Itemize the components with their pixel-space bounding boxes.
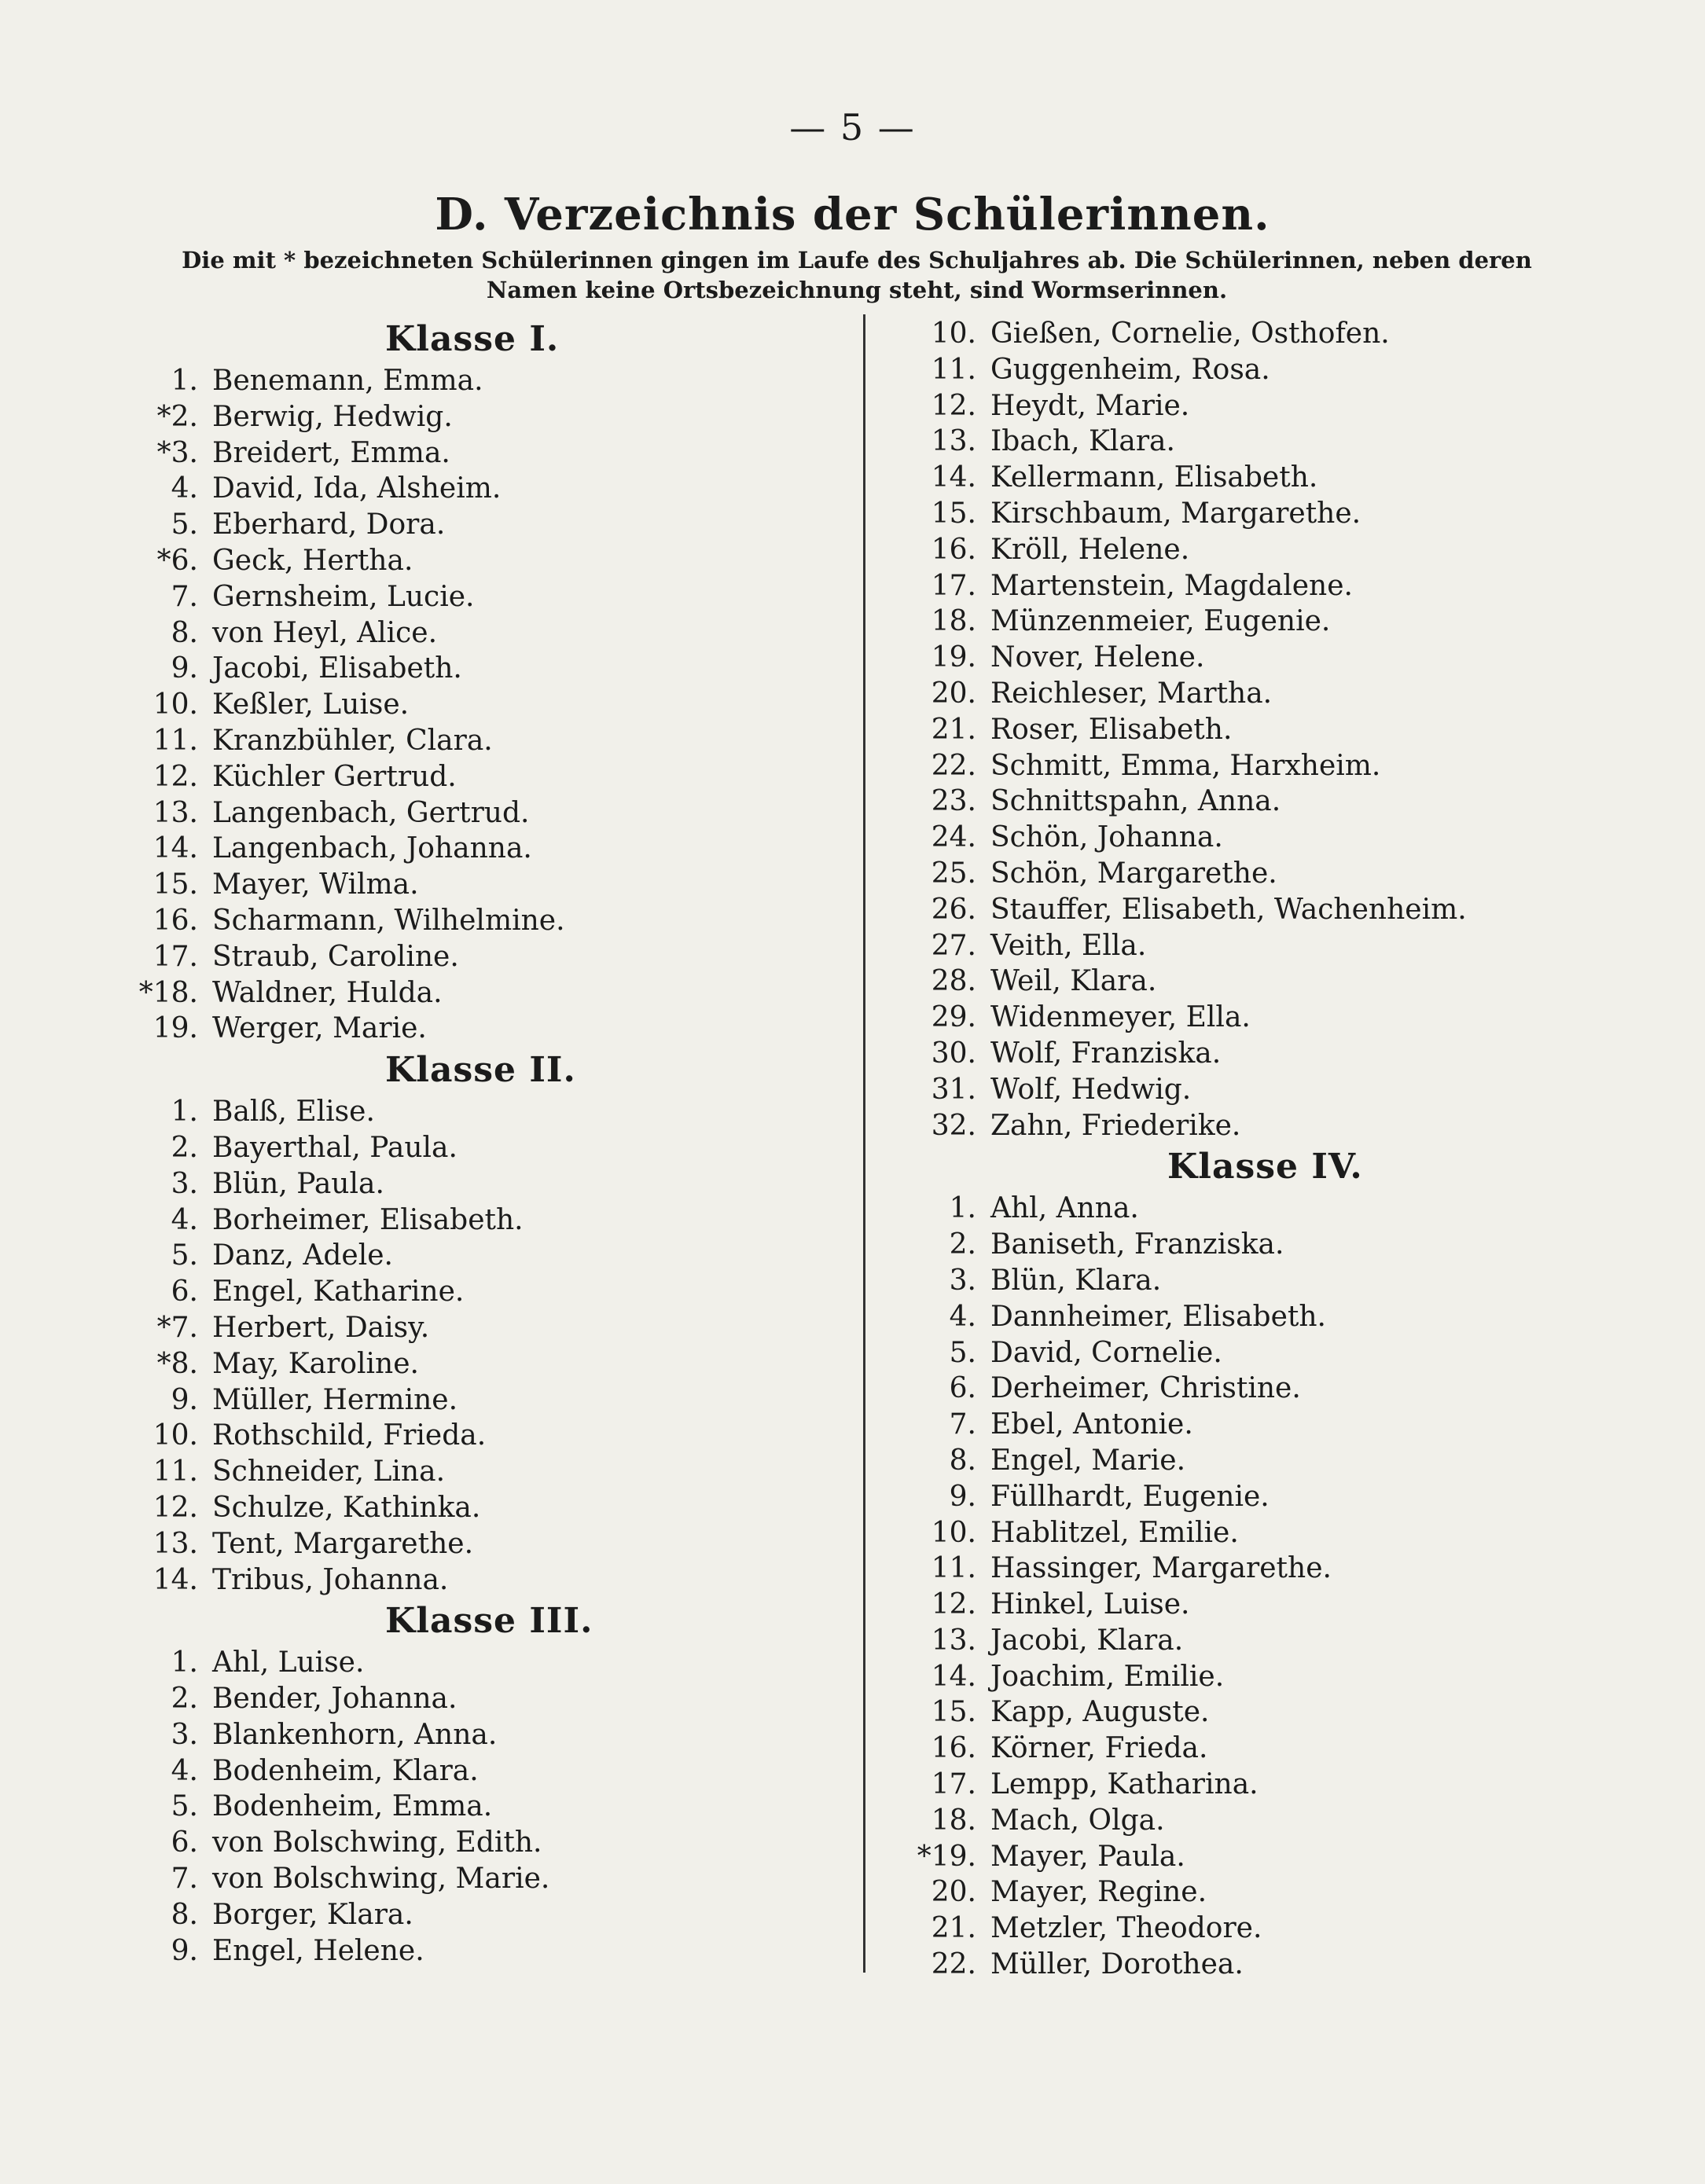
entry-number: 26. xyxy=(931,893,976,926)
entry-number: 12. xyxy=(152,760,198,793)
student-name: von Heyl, Alice. xyxy=(212,616,438,649)
entry-number: 14. xyxy=(152,832,198,865)
student-name: Borheimer, Elisabeth. xyxy=(212,1203,524,1236)
entry-number: 10. xyxy=(152,1419,198,1452)
student-name: Kapp, Auguste. xyxy=(990,1696,1210,1729)
klasse-2-heading: Klasse II. xyxy=(385,1050,576,1091)
list-item xyxy=(896,1803,1682,1839)
klasse-4-heading: Klasse IV. xyxy=(1167,1147,1363,1187)
list-item xyxy=(896,1623,1682,1659)
list-item xyxy=(118,1562,825,1599)
entry-number: 9. xyxy=(171,1383,198,1416)
student-name: Guggenheim, Rosa. xyxy=(990,353,1270,386)
list-item xyxy=(118,651,825,687)
entry-number: 18. xyxy=(931,1804,976,1837)
student-name: Körner, Frieda. xyxy=(990,1732,1208,1765)
entry-number: 1. xyxy=(949,1192,976,1225)
klasse-4-list xyxy=(896,1191,1682,1983)
student-name: Jacobi, Elisabeth. xyxy=(212,652,462,685)
list-item xyxy=(118,1681,825,1717)
list-item xyxy=(118,831,825,867)
list-item xyxy=(118,867,825,903)
list-item xyxy=(896,928,1682,964)
student-name: Straub, Caroline. xyxy=(212,940,459,973)
student-name: Wolf, Franziska. xyxy=(990,1037,1222,1070)
list-item xyxy=(896,1299,1682,1335)
list-item xyxy=(896,1479,1682,1515)
entry-number: 12. xyxy=(931,389,976,422)
entry-number: *2. xyxy=(156,400,198,433)
list-item xyxy=(118,1238,825,1274)
entry-number: 11. xyxy=(152,724,198,757)
list-item xyxy=(896,1443,1682,1479)
list-item xyxy=(118,1454,825,1490)
list-item xyxy=(896,424,1682,460)
entry-number: 7. xyxy=(949,1408,976,1441)
list-item xyxy=(118,723,825,759)
student-name: Lempp, Katharina. xyxy=(990,1768,1259,1801)
entry-number: 15. xyxy=(931,497,976,530)
entry-number: 8. xyxy=(949,1444,976,1477)
student-name: Breidert, Emma. xyxy=(212,436,450,469)
entry-number: 22. xyxy=(931,749,976,782)
list-item xyxy=(896,676,1682,712)
list-item xyxy=(118,1166,825,1202)
student-name: Dannheimer, Elisabeth. xyxy=(990,1300,1326,1333)
entry-number: 8. xyxy=(171,1898,198,1931)
entry-number: 7. xyxy=(171,1863,198,1896)
list-item xyxy=(118,1310,825,1346)
entry-number: 16. xyxy=(931,533,976,566)
list-item xyxy=(118,939,825,975)
list-item xyxy=(118,1130,825,1166)
entry-number: 14. xyxy=(931,461,976,494)
entry-number: 25. xyxy=(931,857,976,890)
student-name: Schmitt, Emma, Harxheim. xyxy=(990,749,1381,782)
entry-number: 5. xyxy=(949,1336,976,1369)
student-name: Engel, Marie. xyxy=(990,1444,1186,1477)
student-name: Engel, Katharine. xyxy=(212,1276,465,1309)
entry-number: *8. xyxy=(156,1347,198,1380)
entry-number: 8. xyxy=(171,616,198,649)
list-item xyxy=(118,1526,825,1562)
list-item xyxy=(896,532,1682,568)
student-name: Engel, Helene. xyxy=(212,1934,424,1967)
list-item xyxy=(118,1753,825,1789)
entry-number: 32. xyxy=(931,1109,976,1142)
list-item xyxy=(118,975,825,1011)
entry-number: *7. xyxy=(156,1311,198,1344)
list-item xyxy=(118,1274,825,1310)
list-item xyxy=(118,471,825,507)
student-name: Gießen, Cornelie, Osthofen. xyxy=(990,318,1390,350)
entry-number: 5. xyxy=(171,508,198,541)
entry-number: 6. xyxy=(949,1372,976,1405)
list-item xyxy=(118,1202,825,1239)
list-item xyxy=(118,795,825,831)
student-name: Müller, Hermine. xyxy=(212,1383,458,1416)
entry-number: 17. xyxy=(152,940,198,973)
list-item xyxy=(896,1371,1682,1407)
entry-number: 15. xyxy=(931,1696,976,1729)
list-item xyxy=(118,615,825,652)
student-name: Reichleser, Martha. xyxy=(990,677,1273,710)
entry-number: 9. xyxy=(171,1934,198,1967)
student-name: Weil, Klara. xyxy=(990,965,1157,998)
list-item xyxy=(896,316,1682,352)
student-name: Hassinger, Margarethe. xyxy=(990,1552,1332,1585)
list-item xyxy=(896,1000,1682,1036)
entry-number: 13. xyxy=(931,1624,976,1657)
entry-number: 13. xyxy=(152,796,198,829)
list-item xyxy=(118,1717,825,1753)
student-name: Balß, Elise. xyxy=(212,1096,375,1129)
list-item xyxy=(118,1011,825,1047)
student-name: Mach, Olga. xyxy=(990,1804,1165,1837)
student-name: Berwig, Hedwig. xyxy=(212,400,453,433)
entry-number: *19. xyxy=(917,1840,976,1873)
entry-number: 18. xyxy=(931,605,976,638)
student-name: Veith, Ella. xyxy=(990,929,1147,962)
entry-number: 4. xyxy=(171,472,198,505)
student-name: Joachim, Emilie. xyxy=(990,1660,1225,1693)
list-item xyxy=(896,352,1682,388)
student-name: Tribus, Johanna. xyxy=(212,1563,449,1596)
student-name: Eberhard, Dora. xyxy=(212,508,446,541)
klasse-1-list xyxy=(118,363,825,1047)
list-item xyxy=(896,964,1682,1000)
entry-number: 4. xyxy=(171,1754,198,1787)
right-column xyxy=(896,316,1682,1983)
entry-number: 14. xyxy=(152,1563,198,1596)
entry-number: 3. xyxy=(171,1718,198,1751)
list-item xyxy=(896,1731,1682,1767)
entry-number: 9. xyxy=(171,652,198,685)
list-item xyxy=(896,1839,1682,1875)
list-item xyxy=(118,1645,825,1681)
student-name: Blün, Klara. xyxy=(990,1264,1162,1297)
list-item xyxy=(118,579,825,615)
list-item xyxy=(118,1825,825,1861)
entry-number: 4. xyxy=(171,1203,198,1236)
list-item xyxy=(896,1694,1682,1731)
list-item xyxy=(896,1515,1682,1551)
student-name: Baniseth, Franziska. xyxy=(990,1228,1284,1261)
list-item xyxy=(118,1861,825,1897)
student-name: Wolf, Hedwig. xyxy=(990,1073,1192,1106)
student-name: Borger, Klara. xyxy=(212,1898,413,1931)
entry-number: 9. xyxy=(949,1480,976,1513)
list-item xyxy=(118,1382,825,1419)
student-name: Bodenheim, Emma. xyxy=(212,1790,493,1823)
list-item xyxy=(118,363,825,399)
entry-number: 20. xyxy=(931,677,976,710)
list-item xyxy=(118,543,825,579)
entry-number: 1. xyxy=(171,1096,198,1129)
student-name: Schulze, Kathinka. xyxy=(212,1491,481,1524)
student-name: Schön, Johanna. xyxy=(990,821,1223,854)
left-column xyxy=(118,316,825,1969)
student-name: Langenbach, Johanna. xyxy=(212,832,532,865)
entry-number: 16. xyxy=(931,1732,976,1765)
student-name: Müller, Dorothea. xyxy=(990,1948,1244,1981)
entry-number: 21. xyxy=(931,713,976,746)
klasse-3-list-continued xyxy=(896,316,1682,1143)
list-item xyxy=(896,892,1682,928)
entry-number: 11. xyxy=(931,1552,976,1585)
student-name: von Bolschwing, Edith. xyxy=(212,1826,542,1859)
entry-number: 2. xyxy=(949,1228,976,1261)
entry-number: 5. xyxy=(171,1790,198,1823)
entry-number: *6. xyxy=(156,544,198,577)
entry-number: 19. xyxy=(931,641,976,674)
list-item xyxy=(118,1346,825,1382)
list-item xyxy=(896,1874,1682,1911)
student-name: Danz, Adele. xyxy=(212,1239,393,1272)
list-item xyxy=(118,507,825,543)
entry-number: 2. xyxy=(171,1683,198,1716)
list-item xyxy=(896,784,1682,820)
entry-number: 31. xyxy=(931,1073,976,1106)
list-item xyxy=(896,568,1682,604)
list-item xyxy=(118,1490,825,1526)
list-item xyxy=(896,1263,1682,1299)
student-name: Nover, Helene. xyxy=(990,641,1205,674)
entry-number: 16. xyxy=(152,904,198,937)
list-item xyxy=(896,1072,1682,1108)
student-name: Füllhardt, Eugenie. xyxy=(990,1480,1270,1513)
list-item xyxy=(118,759,825,795)
student-name: Martenstein, Magdalene. xyxy=(990,569,1353,602)
student-name: Roser, Elisabeth. xyxy=(990,713,1233,746)
entry-number: 24. xyxy=(931,821,976,854)
student-name: Hablitzel, Emilie. xyxy=(990,1516,1239,1549)
page-title: D. Verzeichnis der Schülerinnen. xyxy=(435,189,1270,240)
entry-number: 13. xyxy=(152,1527,198,1560)
list-item xyxy=(896,1767,1682,1803)
student-name: Kellermann, Elisabeth. xyxy=(990,461,1318,494)
student-name: Schneider, Lina. xyxy=(212,1455,446,1488)
entry-number: 3. xyxy=(949,1264,976,1297)
klasse-2-list xyxy=(118,1094,825,1598)
list-item xyxy=(896,604,1682,640)
student-name: Zahn, Friederike. xyxy=(990,1109,1241,1142)
list-item xyxy=(896,820,1682,856)
list-item xyxy=(896,712,1682,748)
footnote-legend: Die mit * bezeichneten Schülerinnen gingen im Laufe des Schuljahres ab. Die Schülerinnen, neben deren Namen keine Ortsbezeichnung steht, sind Wormserinnen. xyxy=(182,247,1532,303)
student-name: Mayer, Wilma. xyxy=(212,868,419,901)
student-name: Ahl, Anna. xyxy=(990,1192,1139,1225)
student-name: Bender, Johanna. xyxy=(212,1683,457,1716)
entry-number: 10. xyxy=(931,318,976,350)
list-item xyxy=(896,496,1682,532)
entry-number: 11. xyxy=(931,353,976,386)
student-name: David, Ida, Alsheim. xyxy=(212,472,502,505)
student-name: Herbert, Daisy. xyxy=(212,1311,430,1344)
list-item xyxy=(896,856,1682,892)
entry-number: 27. xyxy=(931,929,976,962)
student-name: Widenmeyer, Ella. xyxy=(990,1001,1251,1034)
entry-number: 6. xyxy=(171,1826,198,1859)
entry-number: 13. xyxy=(931,425,976,458)
student-name: Werger, Marie. xyxy=(212,1012,427,1045)
student-name: von Bolschwing, Marie. xyxy=(212,1863,550,1896)
entry-number: 7. xyxy=(171,580,198,613)
list-item xyxy=(896,748,1682,784)
student-name: Schön, Margarethe. xyxy=(990,857,1277,890)
entry-number: 5. xyxy=(171,1239,198,1272)
student-name: Bodenheim, Klara. xyxy=(212,1754,479,1787)
student-name: Gernsheim, Lucie. xyxy=(212,580,475,613)
list-item xyxy=(896,640,1682,676)
student-name: May, Karoline. xyxy=(212,1347,419,1380)
entry-number: 4. xyxy=(949,1300,976,1333)
klasse-3-list xyxy=(118,1645,825,1969)
entry-number: 1. xyxy=(171,365,198,397)
student-name: Mayer, Paula. xyxy=(990,1840,1185,1873)
student-name: Stauffer, Elisabeth, Wachenheim. xyxy=(990,893,1467,926)
list-item xyxy=(896,1587,1682,1623)
list-item xyxy=(896,1108,1682,1144)
list-item xyxy=(118,1094,825,1130)
student-name: David, Cornelie. xyxy=(990,1336,1222,1369)
klasse-1-heading: Klasse I. xyxy=(385,319,560,359)
list-item xyxy=(118,1897,825,1933)
list-item xyxy=(118,903,825,939)
student-name: Scharmann, Wilhelmine. xyxy=(212,904,565,937)
list-item xyxy=(118,435,825,472)
entry-number: 17. xyxy=(931,1768,976,1801)
list-item xyxy=(118,1418,825,1454)
student-name: Blankenhorn, Anna. xyxy=(212,1718,498,1751)
entry-number: *3. xyxy=(156,436,198,469)
student-name: Blün, Paula. xyxy=(212,1167,384,1200)
student-name: Langenbach, Gertrud. xyxy=(212,796,530,829)
entry-number: 2. xyxy=(171,1131,198,1164)
entry-number: 11. xyxy=(152,1455,198,1488)
column-divider xyxy=(863,314,865,1973)
entry-number: 10. xyxy=(152,688,198,721)
entry-number: 15. xyxy=(152,868,198,901)
student-name: Tent, Margarethe. xyxy=(212,1527,474,1560)
list-item xyxy=(896,1227,1682,1263)
klasse-3-heading: Klasse III. xyxy=(385,1601,593,1642)
entry-number: 28. xyxy=(931,965,976,998)
list-item xyxy=(118,399,825,435)
student-name: Kröll, Helene. xyxy=(990,533,1190,566)
entry-number: 12. xyxy=(152,1491,198,1524)
entry-number: 30. xyxy=(931,1037,976,1070)
student-name: Derheimer, Christine. xyxy=(990,1372,1301,1405)
entry-number: 22. xyxy=(931,1948,976,1981)
entry-number: 20. xyxy=(931,1876,976,1909)
student-name: Hinkel, Luise. xyxy=(990,1588,1190,1621)
student-name: Ahl, Luise. xyxy=(212,1646,365,1679)
list-item xyxy=(896,1036,1682,1072)
list-item xyxy=(118,687,825,723)
list-item xyxy=(118,1789,825,1825)
entry-number: 14. xyxy=(931,1660,976,1693)
student-name: Ibach, Klara. xyxy=(990,425,1175,458)
entry-number: 21. xyxy=(931,1912,976,1945)
entry-number: 23. xyxy=(931,785,976,818)
student-name: Ebel, Antonie. xyxy=(990,1408,1193,1441)
entry-number: 1. xyxy=(171,1646,198,1679)
entry-number: 12. xyxy=(931,1588,976,1621)
entry-number: 3. xyxy=(171,1167,198,1200)
entry-number: 19. xyxy=(152,1012,198,1045)
entry-number: 10. xyxy=(931,1516,976,1549)
student-name: Geck, Hertha. xyxy=(212,544,413,577)
list-item xyxy=(896,1947,1682,1983)
list-item xyxy=(896,1551,1682,1587)
entry-number: 6. xyxy=(171,1276,198,1309)
student-name: Münzenmeier, Eugenie. xyxy=(990,605,1331,638)
student-name: Heydt, Marie. xyxy=(990,389,1190,422)
student-name: Keßler, Luise. xyxy=(212,688,410,721)
list-item xyxy=(896,1335,1682,1371)
student-name: Schnittspahn, Anna. xyxy=(990,785,1281,818)
entry-number: 17. xyxy=(931,569,976,602)
student-name: Benemann, Emma. xyxy=(212,365,483,397)
student-name: Mayer, Regine. xyxy=(990,1876,1207,1909)
student-name: Bayerthal, Paula. xyxy=(212,1131,457,1164)
list-item xyxy=(896,1407,1682,1443)
student-name: Kirschbaum, Margarethe. xyxy=(990,497,1361,530)
list-item xyxy=(896,1659,1682,1695)
entry-number: 29. xyxy=(931,1001,976,1034)
student-name: Rothschild, Frieda. xyxy=(212,1419,487,1452)
student-name: Küchler Gertrud. xyxy=(212,760,457,793)
list-item xyxy=(896,388,1682,424)
list-item xyxy=(896,1191,1682,1227)
student-name: Waldner, Hulda. xyxy=(212,976,443,1009)
list-item xyxy=(896,460,1682,496)
list-item xyxy=(896,1911,1682,1947)
entry-number: *18. xyxy=(138,976,198,1009)
list-item xyxy=(118,1933,825,1969)
student-name: Metzler, Theodore. xyxy=(990,1912,1262,1945)
page-number: — 5 — xyxy=(789,106,916,149)
student-name: Kranzbühler, Clara. xyxy=(212,724,493,757)
student-name: Jacobi, Klara. xyxy=(990,1624,1184,1657)
